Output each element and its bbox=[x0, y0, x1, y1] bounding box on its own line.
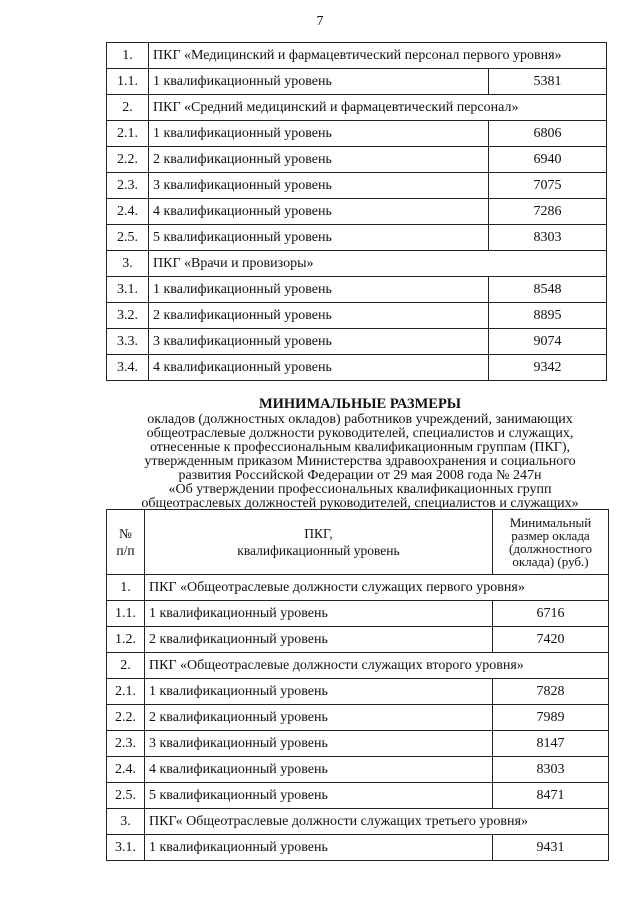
header-group-line: квалификационный уровень bbox=[237, 543, 400, 558]
level-name: 3 квалификационный уровень bbox=[149, 173, 489, 199]
section-heading-line: общеотраслевые должности руководителей, специалистов и служащих, bbox=[146, 426, 574, 441]
row-number: 2. bbox=[107, 95, 149, 121]
row-number: 2.5. bbox=[107, 783, 145, 809]
table-row bbox=[107, 69, 607, 95]
header-number-line: № bbox=[119, 526, 132, 541]
header-min-salary-line: Минимальный bbox=[509, 515, 592, 530]
salary-value: 7420 bbox=[493, 627, 609, 653]
group-row bbox=[107, 95, 607, 121]
salary-value: 8471 bbox=[493, 783, 609, 809]
section-heading-line: окладов (должностных окладов) работников учреждений, занимающих bbox=[147, 412, 573, 427]
salary-table-medical-body bbox=[107, 43, 607, 381]
table-header-row bbox=[107, 510, 609, 575]
table-row bbox=[107, 731, 609, 757]
header-min-salary-line: (должностного bbox=[509, 541, 592, 556]
section-heading-line: утвержденным приказом Министерства здравоохранения и социального bbox=[144, 454, 576, 469]
salary-value: 9342 bbox=[489, 355, 607, 381]
header-min-salary-line: оклада) (руб.) bbox=[512, 554, 589, 569]
table-row bbox=[107, 355, 607, 381]
salary-value: 8548 bbox=[489, 277, 607, 303]
table-row bbox=[107, 329, 607, 355]
salary-value: 6716 bbox=[493, 601, 609, 627]
table-row bbox=[107, 783, 609, 809]
row-number: 3.1. bbox=[107, 835, 145, 861]
table-row bbox=[107, 225, 607, 251]
header-group bbox=[145, 510, 493, 575]
salary-table-general-body bbox=[107, 575, 609, 861]
row-number: 2.1. bbox=[107, 679, 145, 705]
table-row bbox=[107, 173, 607, 199]
header-group-line: ПКГ, bbox=[304, 526, 333, 541]
row-number: 2. bbox=[107, 653, 145, 679]
header-min-salary-line: размер оклада bbox=[511, 528, 590, 543]
level-name: 4 квалификационный уровень bbox=[149, 199, 489, 225]
row-number: 2.5. bbox=[107, 225, 149, 251]
salary-value: 7286 bbox=[489, 199, 607, 225]
row-number: 1.1. bbox=[107, 69, 149, 95]
section-heading-line: отнесенные к профессиональным квалификационным группам (ПКГ), bbox=[149, 440, 571, 455]
row-number: 2.2. bbox=[107, 147, 149, 173]
table-row bbox=[107, 835, 609, 861]
group-name: ПКГ «Общеотраслевые должности служащих второго уровня» bbox=[145, 653, 609, 679]
level-name: 2 квалификационный уровень bbox=[149, 303, 489, 329]
section-heading-line: общеотраслевых должностей руководителей, специалистов и служащих» bbox=[141, 496, 579, 511]
level-name: 2 квалификационный уровень bbox=[149, 147, 489, 173]
table-row bbox=[107, 601, 609, 627]
salary-value: 7075 bbox=[489, 173, 607, 199]
table-row bbox=[107, 199, 607, 225]
salary-value: 8147 bbox=[493, 731, 609, 757]
section-heading-line: «Об утверждении профессиональных квалификационных групп bbox=[168, 482, 552, 497]
table-row bbox=[107, 627, 609, 653]
row-number: 1.1. bbox=[107, 601, 145, 627]
level-name: 5 квалификационный уровень bbox=[149, 225, 489, 251]
salary-value: 6806 bbox=[489, 121, 607, 147]
level-name: 3 квалификационный уровень bbox=[149, 329, 489, 355]
row-number: 1. bbox=[107, 575, 145, 601]
header-min-salary bbox=[493, 510, 609, 575]
level-name: 1 квалификационный уровень bbox=[145, 679, 493, 705]
section-heading-line: развития Российской Федерации от 29 мая 2008 года № 247н bbox=[178, 468, 542, 483]
row-number: 1.2. bbox=[107, 627, 145, 653]
row-number: 2.3. bbox=[107, 173, 149, 199]
section-heading-title: МИНИМАЛЬНЫЕ РАЗМЕРЫ bbox=[258, 396, 462, 412]
page-number: 7 bbox=[316, 14, 324, 29]
section-heading bbox=[90, 396, 630, 511]
table-row bbox=[107, 277, 607, 303]
level-name: 2 квалификационный уровень bbox=[145, 627, 493, 653]
level-name: 4 квалификационный уровень bbox=[145, 757, 493, 783]
group-row bbox=[107, 251, 607, 277]
salary-value: 8895 bbox=[489, 303, 607, 329]
level-name: 1 квалификационный уровень bbox=[145, 601, 493, 627]
salary-value: 7989 bbox=[493, 705, 609, 731]
group-name: ПКГ «Средний медицинский и фармацевтический персонал» bbox=[149, 95, 607, 121]
header-number-line: п/п bbox=[116, 543, 135, 558]
row-number: 2.4. bbox=[107, 757, 145, 783]
level-name: 1 квалификационный уровень bbox=[149, 277, 489, 303]
group-row bbox=[107, 43, 607, 69]
level-name: 1 квалификационный уровень bbox=[149, 69, 489, 95]
salary-value: 9074 bbox=[489, 329, 607, 355]
group-name: ПКГ «Медицинский и фармацевтический персонал первого уровня» bbox=[149, 43, 607, 69]
row-number: 3.3. bbox=[107, 329, 149, 355]
salary-table-medical bbox=[106, 42, 607, 381]
salary-value: 5381 bbox=[489, 69, 607, 95]
level-name: 4 квалификационный уровень bbox=[149, 355, 489, 381]
salary-table-general bbox=[106, 509, 609, 861]
level-name: 1 квалификационный уровень bbox=[149, 121, 489, 147]
group-row bbox=[107, 809, 609, 835]
table-row bbox=[107, 121, 607, 147]
level-name: 5 квалификационный уровень bbox=[145, 783, 493, 809]
row-number: 3.1. bbox=[107, 277, 149, 303]
table-row bbox=[107, 679, 609, 705]
group-name: ПКГ «Врачи и провизоры» bbox=[149, 251, 607, 277]
group-row bbox=[107, 653, 609, 679]
table-row bbox=[107, 303, 607, 329]
row-number: 2.3. bbox=[107, 731, 145, 757]
salary-value: 7828 bbox=[493, 679, 609, 705]
row-number: 2.4. bbox=[107, 199, 149, 225]
level-name: 2 квалификационный уровень bbox=[145, 705, 493, 731]
table-row bbox=[107, 147, 607, 173]
header-number bbox=[107, 510, 145, 575]
salary-value: 9431 bbox=[493, 835, 609, 861]
salary-value: 6940 bbox=[489, 147, 607, 173]
table-row bbox=[107, 757, 609, 783]
table-row bbox=[107, 705, 609, 731]
group-row bbox=[107, 575, 609, 601]
row-number: 3. bbox=[107, 251, 149, 277]
salary-value: 8303 bbox=[493, 757, 609, 783]
row-number: 2.2. bbox=[107, 705, 145, 731]
row-number: 2.1. bbox=[107, 121, 149, 147]
row-number: 1. bbox=[107, 43, 149, 69]
salary-value: 8303 bbox=[489, 225, 607, 251]
group-name: ПКГ «Общеотраслевые должности служащих первого уровня» bbox=[145, 575, 609, 601]
row-number: 3.4. bbox=[107, 355, 149, 381]
row-number: 3. bbox=[107, 809, 145, 835]
level-name: 3 квалификационный уровень bbox=[145, 731, 493, 757]
level-name: 1 квалификационный уровень bbox=[145, 835, 493, 861]
group-name: ПКГ« Общеотраслевые должности служащих третьего уровня» bbox=[145, 809, 609, 835]
row-number: 3.2. bbox=[107, 303, 149, 329]
